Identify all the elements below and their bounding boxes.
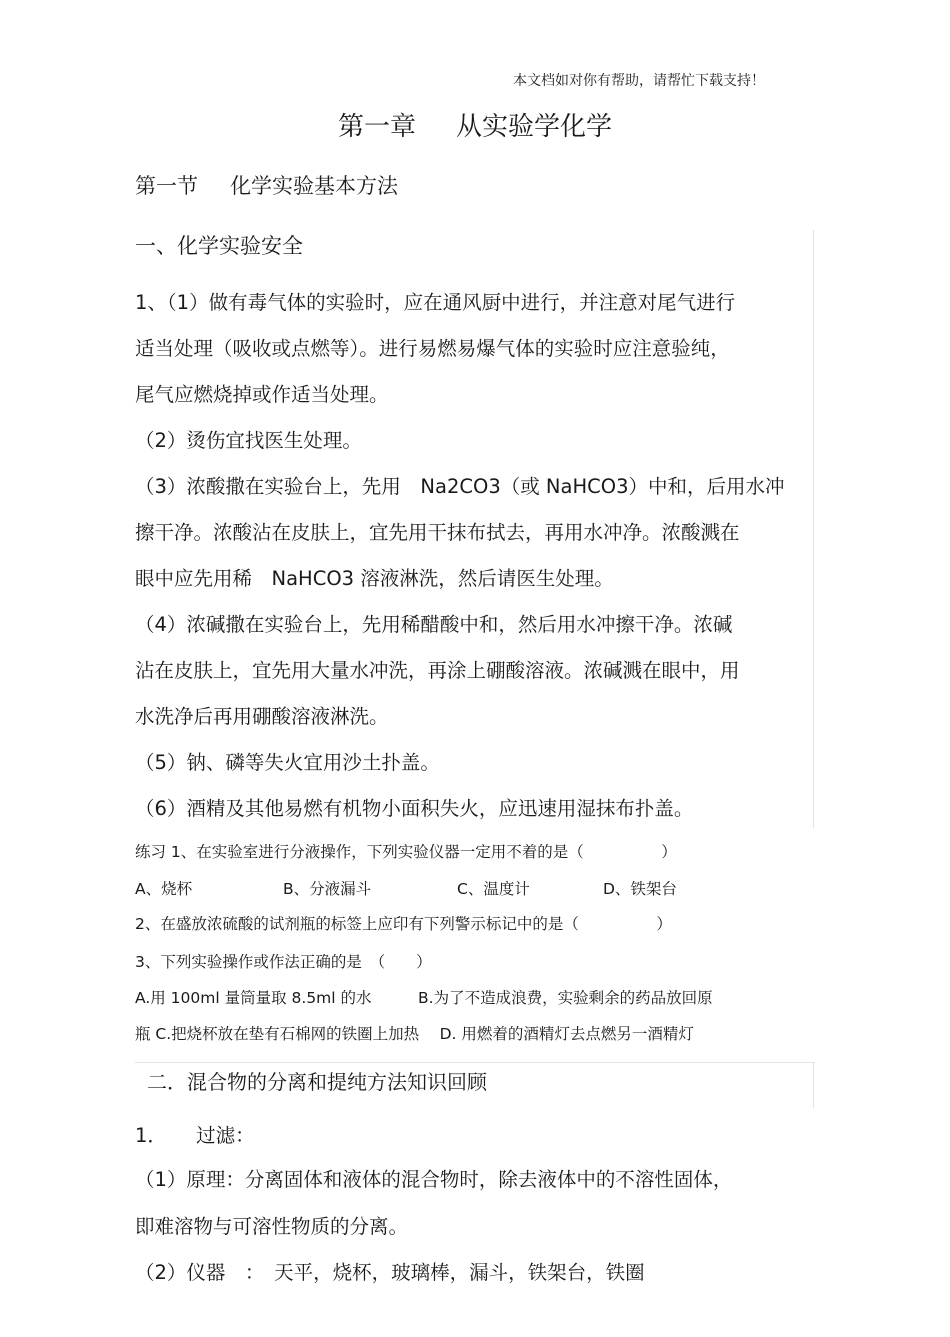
section-title: [135, 170, 398, 200]
exercise-question-1: 练习 1、在实验室进行分液操作，下列实验仪器一定用不着的是（ ）: [135, 843, 677, 861]
chapter-title: [0, 106, 950, 143]
paragraph-line: 水洗净后再用硼酸溶液淋洗。: [135, 705, 389, 728]
paragraph-line: 尾气应燃烧掉或作适当处理。: [135, 383, 389, 406]
paragraph-line: 1、（1）做有毒气体的实验时，应在通风厨中进行，并注意对尾气进行: [135, 291, 736, 314]
filtration-item: 1． 过滤：: [135, 1124, 255, 1147]
section-number: 第一节: [135, 174, 198, 198]
part2-heading: 二．混合物的分离和提纯方法知识回顾: [147, 1070, 487, 1094]
paragraph-line: （5）钠、磷等失火宜用沙土扑盖。: [135, 751, 440, 774]
paragraph-line: 眼中应先用稀 NaHCO3 溶液淋洗，然后请医生处理。: [135, 567, 614, 590]
paragraph-line: （6）酒精及其他易燃有机物小面积失火，应迅速用湿抹布扑盖。: [135, 797, 694, 820]
q1-option-d: D、铁架台: [603, 880, 677, 898]
principle-line: 即难溶物与可溶性物质的分离。: [135, 1215, 409, 1238]
paragraph-line: （4）浓碱撒在实验台上，先用稀醋酸中和，然后用水冲擦干净。浓碱: [135, 613, 733, 636]
chapter-number: 第一章: [337, 112, 416, 142]
margin-rule-2: [813, 1062, 814, 1108]
q3-options-line-1: A.用 100ml 量筒量取 8.5ml 的水 B.为了不造成浪费，实验剩余的药品放回原: [135, 989, 713, 1007]
paragraph-line: （2）烫伤宜找医生处理。: [135, 429, 362, 452]
q1-option-b: B、分液漏斗: [283, 880, 372, 898]
exercise-question-2: 2、在盛放浓硫酸的试剂瓶的标签上应印有下列警示标记中的是（ ）: [135, 915, 672, 933]
chapter-name: 从实验学化学: [456, 112, 613, 142]
q1-option-a: A、烧杯: [135, 880, 193, 898]
q3-options-line-2: 瓶 C.把烧杯放在垫有石棉网的铁圈上加热 D. 用燃着的酒精灯去点燃另一酒精灯: [135, 1025, 694, 1043]
margin-rule: [813, 230, 814, 828]
paragraph-line: 适当处理（吸收或点燃等）。进行易燃易爆气体的实验时应注意验纯，: [135, 337, 730, 360]
paragraph-line: （3）浓酸撒在实验台上，先用 Na2CO3（或 NaHCO3）中和，后用水冲: [135, 475, 785, 498]
q1-option-c: C、温度计: [457, 880, 530, 898]
instruments-line: （2）仪器 ： 天平，烧杯，玻璃棒，漏斗，铁架台，铁圈: [135, 1261, 645, 1284]
principle-line: （1）原理：分离固体和液体的混合物时，除去液体中的不溶性固体，: [135, 1168, 733, 1191]
exercise-question-3: 3、下列实验操作或作法正确的是 （ ）: [135, 953, 432, 971]
section-divider: [135, 1062, 815, 1063]
paragraph-line: 擦干净。浓酸沾在皮肤上，宜先用干抹布拭去，再用水冲净。浓酸溅在: [135, 521, 740, 544]
part1-heading: 一、化学实验安全: [135, 234, 303, 258]
paragraph-line: 沾在皮肤上，宜先用大量水冲洗，再涂上硼酸溶液。浓碱溅在眼中，用: [135, 659, 740, 682]
header-note: 本文档如对你有帮助，请帮忙下载支持！: [513, 73, 765, 89]
section-name: 化学实验基本方法: [230, 174, 398, 198]
